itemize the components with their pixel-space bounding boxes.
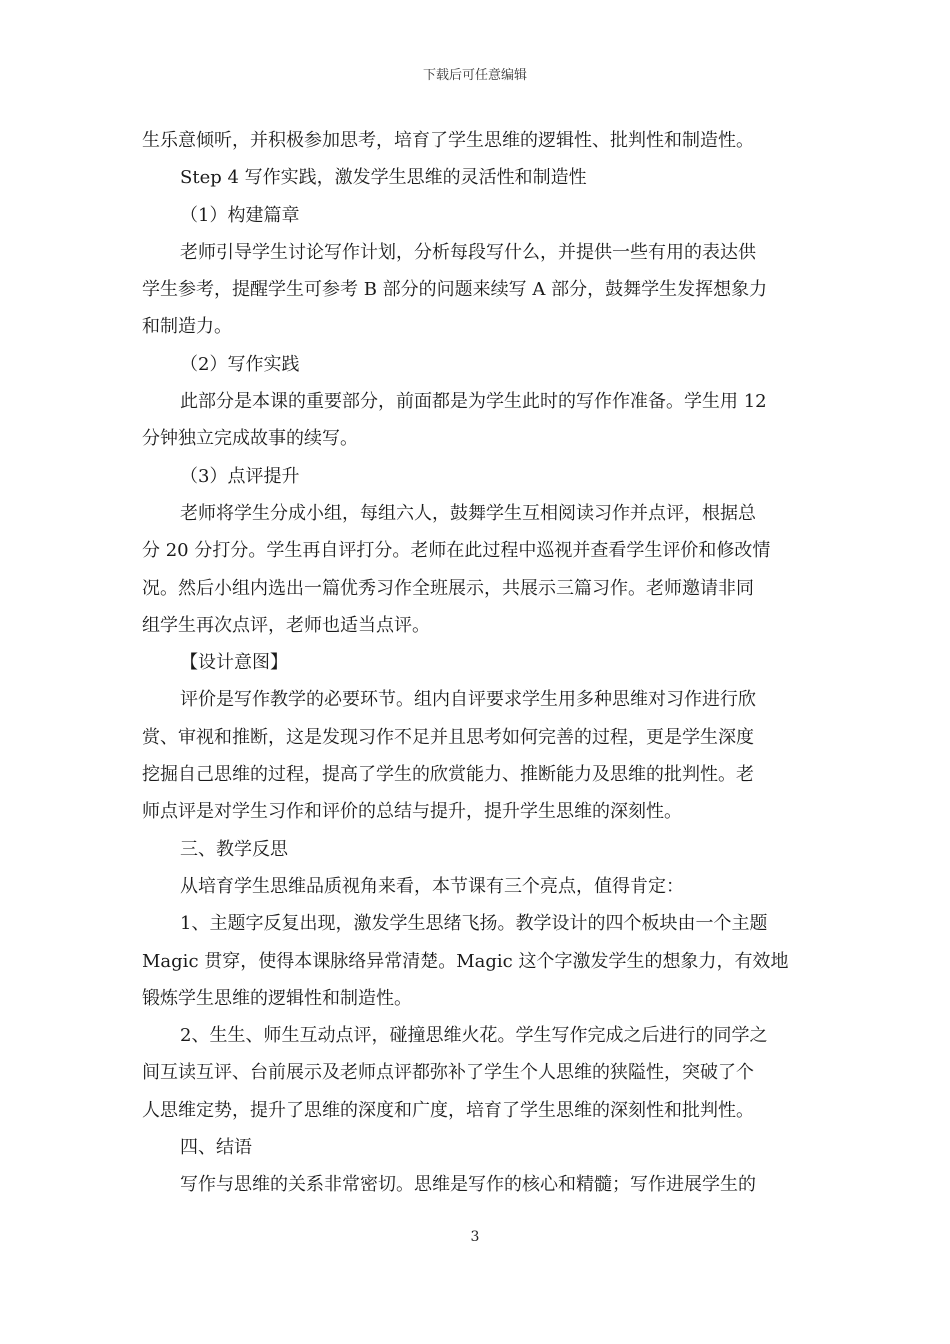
subsection-heading: （2）写作实践 bbox=[180, 353, 300, 375]
section-heading: Step 4 写作实践，激发学生思维的灵活性和制造性 bbox=[180, 167, 587, 189]
text-line: 学生参考，提醒学生可参考 B 部分的问题来续写 A 部分，鼓舞学生发挥想象力 bbox=[142, 279, 768, 301]
paragraph-start: 写作与思维的关系非常密切。思维是写作的核心和精髓；写作进展学生的 bbox=[180, 1174, 756, 1196]
text-line: 分 20 分打分。学生再自评打分。老师在此过程中巡视并查看学生评价和修改情 bbox=[142, 540, 771, 562]
subsection-heading: （3）点评提升 bbox=[180, 465, 300, 487]
text-line: 组学生再次点评，老师也适当点评。 bbox=[142, 614, 430, 636]
page-number: 3 bbox=[470, 1229, 480, 1245]
text-line: 和制造力。 bbox=[142, 316, 232, 338]
text-line: 挖掘自己思维的过程，提高了学生的欣赏能力、推断能力及思维的批判性。老 bbox=[142, 764, 754, 786]
paragraph-start: 1、主题字反复出现，激发学生思绪飞扬。教学设计的四个板块由一个主题 bbox=[180, 913, 768, 935]
text-line: Magic 贯穿，使得本课脉络异常清楚。Magic 这个字激发学生的想象力，有效地 bbox=[142, 950, 789, 972]
text-line: 人思维定势，提升了思维的深度和广度，培育了学生思维的深刻性和批判性。 bbox=[142, 1099, 754, 1121]
design-intent-heading: 【设计意图】 bbox=[180, 652, 288, 674]
paragraph-start: 2、生生、师生互动点评，碰撞思维火花。学生写作完成之后进行的同学之 bbox=[180, 1025, 768, 1047]
text-line: 况。然后小组内选出一篇优秀习作全班展示，共展示三篇习作。老师邀请非同 bbox=[142, 577, 754, 599]
text-line: 赏、审视和推断，这是发现习作不足并且思考如何完善的过程，更是学生深度 bbox=[142, 726, 754, 748]
text-line: 师点评是对学生习作和评价的总结与提升，提升学生思维的深刻性。 bbox=[142, 801, 682, 823]
body-text bbox=[142, 122, 812, 1204]
paragraph-start: 老师将学生分成小组，每组六人，鼓舞学生互相阅读习作并点评，根据总 bbox=[180, 502, 756, 524]
page-header: 下载后可任意编辑 bbox=[422, 68, 527, 83]
paragraph-start: 评价是写作教学的必要环节。组内自评要求学生用多种思维对习作进行欣 bbox=[180, 689, 756, 711]
text-line: 间互读互评、台前展示及老师点评都弥补了学生个人思维的狭隘性，突破了个 bbox=[142, 1062, 754, 1084]
paragraph-start: 从培育学生思维品质视角来看，本节课有三个亮点，值得肯定： bbox=[180, 875, 684, 897]
text-line: 生乐意倾听，并积极参加思考，培育了学生思维的逻辑性、批判性和制造性。 bbox=[142, 130, 754, 151]
paragraph-start: 老师引导学生讨论写作计划，分析每段写什么，并提供一些有用的表达供 bbox=[180, 241, 756, 263]
text-line: 分钟独立完成故事的续写。 bbox=[142, 428, 358, 450]
text-line: 锻炼学生思维的逻辑性和制造性。 bbox=[142, 987, 412, 1009]
section-heading: 四、结语 bbox=[180, 1137, 252, 1159]
subsection-heading: （1）构建篇章 bbox=[180, 204, 300, 226]
paragraph-start: 此部分是本课的重要部分，前面都是为学生此时的写作作准备。学生用 12 bbox=[180, 391, 767, 413]
section-heading: 三、教学反思 bbox=[180, 838, 288, 860]
